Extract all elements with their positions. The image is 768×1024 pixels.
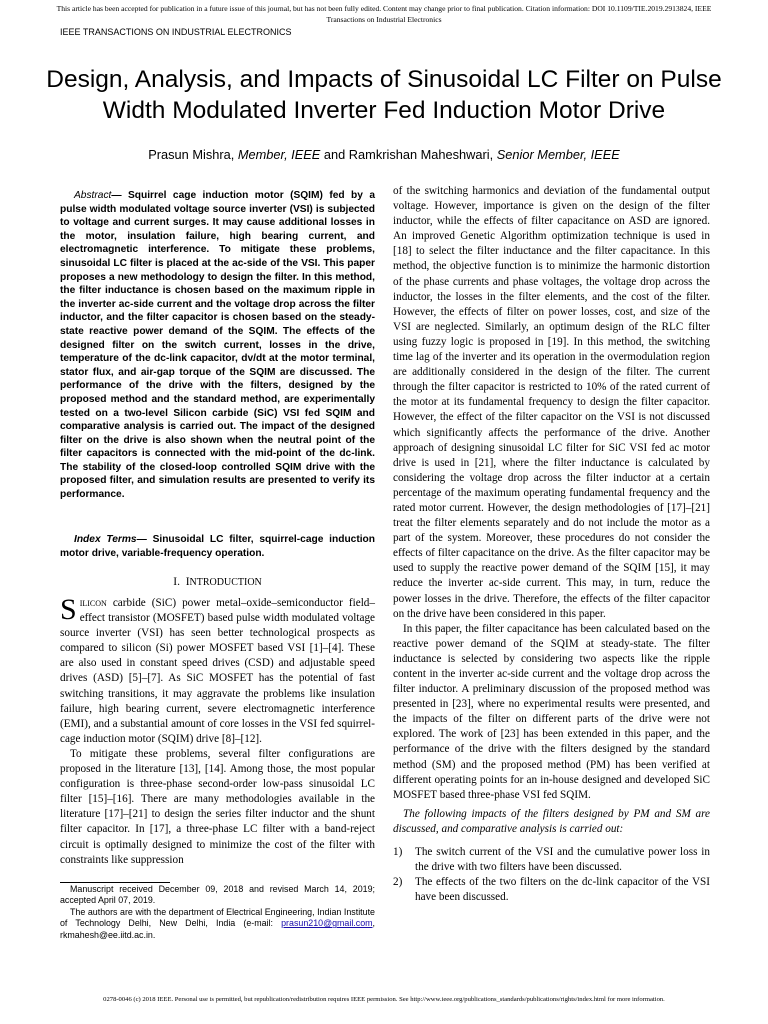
affiliation-end: , rkmahesh@ee.iitd.ac.in. [60,918,375,940]
author-1-name: Prasun Mishra, [148,147,238,162]
intro-p1-text: carbide (SiC) power metal–oxide–semiconductor field–effect transistor (MOSFET) based pulse width modulated voltage source inverter (VSI) has seen better technological prospects as compared to silicon (Si) power MOSFET based VSI [1]–[4]. These are also used in constant speed drives (CSD) and adjustable speed drives (ASD) [5]–[7]. As SiC MOSFET has the potential of fast switching transitions, it may aggravate the problems like insulation failure, high bearing current, severe electromagnetic interference (EMI), and a substantial amount of core losses in the VSI fed squirrel-cage induction motor (SQIM) drive [8]–[12]. [60,597,375,745]
list-item [393,875,710,905]
section-number: I. [173,576,180,588]
right-paragraph-3: The following impacts of the filters designed by PM and SM are discussed, and comparative analysis is carried out: [393,807,710,835]
footnote-manuscript: Manuscript received December 09, 2018 and revised March 14, 2019; accepted April 07, 2019. [60,884,375,906]
right-column [393,184,710,905]
author-line [40,147,728,162]
list-item-number: 2) [393,876,403,889]
drop-cap: S [60,593,77,626]
index-terms-text: — Sinusoidal LC filter, squirrel-cage induction motor drive, variable-frequency operation. [60,534,376,559]
author-conjunction: and Ramkrishan Maheshwari, [320,147,497,162]
intro-paragraph-2: To mitigate these problems, several filter configurations are proposed in the literature [13], [14]. Among those, the most popular configuration is three-phase second-order low-pass sinusoidal LC filter [15]–[16]. There are many methodologies available in the literature [17]–[21] to design the series filter inductor and the shunt filter capacitor. In [17], a three-phase LC filter with a band-reject circuit is optimally designed to minimize the cost of the filter with constraints like suppression [60,747,375,866]
footnote-affiliation [60,907,375,941]
abstract [60,189,375,502]
right-paragraph-2: In this paper, the filter capacitance has been calculated based on the reactive power demand of the SQIM at steady-state. The filter inductance is selected by considering two aspects like the ripple content in the inverter ac-side current and the voltage drop across the filter inductor. A preliminary discussion of the proposed method was presented in [23], where no experimental results were presented, and the impacts of the filter on different parts of the drive were not explored. The work of [23] has been extended in this paper, and the performance of the drive with the filters designed by the standard method (SM) and the proposed method (PM) has been verified at different operating points for an in-house designed and developed SiC MOSFET based three-phase VSI fed SQIM. [393,622,710,801]
author-1-role: Member, IEEE [237,147,321,162]
publication-notice [0,3,768,25]
list-item-text: The effects of the two filters on the dc-link capacitor of the VSI have been discussed. [415,876,710,904]
section-heading [60,576,375,588]
index-terms-label: Index Terms [74,534,137,545]
introduction-body [60,593,375,868]
paper-title: Design, Analysis, and Impacts of Sinusoidal LC Filter on Pulse Width Modulated Inverter Fed Induction Motor Drive [46,66,722,124]
list-item-number: 1) [393,846,403,859]
notice-line-2: Transactions on Industrial Electronics [326,15,442,24]
section-title-initial: I [185,576,190,588]
intro-smallcaps: ilicon [79,597,107,609]
list-item-text: The switch current of the VSI and the cumulative power loss in the drive with two filters have been discussed. [415,846,710,874]
intro-paragraph-1 [60,593,375,747]
affiliation-text: The authors are with the department of Electrical Engineering, Indian Institute of Technology Delhi, New Delhi, India (e-mail: [60,906,375,929]
footnote [60,884,375,941]
author-2-role: Senior Member, IEEE [496,147,620,162]
impacts-list [393,845,710,905]
email-link[interactable]: prasun210@gmail.com [281,918,373,929]
abstract-label: Abstract [74,190,112,201]
section-title-rest: NTRODUCTION [189,577,262,588]
notice-line-1: This article has been accepted for publication in a future issue of this journal, but has not been fully edited. Content may change prior to final publication. Citation information: DOI 10.1109/TIE.2019.2913824, IEEE [56,4,712,13]
copyright-notice: 0278-0046 (c) 2018 IEEE. Personal use is permitted, but republication/redistribution requires IEEE permission. See http://www.ieee.org/publications_standards/publications/rights/index.html for more information. [103,996,665,1003]
list-item [393,845,710,875]
journal-name: IEEE TRANSACTIONS ON INDUSTRIAL ELECTRONICS [60,27,292,37]
abstract-text: — Squirrel cage induction motor (SQIM) fed by a pulse width modulated voltage source inverter (VSI) is subjected to voltage and current surges. It may cause additional losses in the motor, insulation failure, high bearing current, and electromagnetic interference. To mitigate these problems, sinusoidal LC filter is placed at the ac-side of the VSI. This paper proposes a new methodology to design the filter. In this method, the filter inductance is chosen based on the maximum ripple in the inverter ac-side current and the voltage drop across the filter inductor, and the filter capacitor is chosen based on the steady-state reactive power demand of the SQIM. The effects of the designed filter on the switch current, losses in the drive, temperature of the dc-link capacitor, dv/dt at the motor terminal, stator flux, and air-gap torque of the SQIM are discussed. The performance of the drive with the filters, designed by the proposed method and the standard method, are experimentally tested on a two-level Silicon carbide (SiC) VSI fed SQIM and comparative analysis is carried out. The impact of the designed filter on the drive is also shown when the neutral point of the filter capacitors is connected with the mid-point of the dc-link. The stability of the closed-loop controlled SQIM drive with the proposed filter, and simulation results are presented to verify its performance. [60,190,375,501]
right-paragraph-1: of the switching harmonics and deviation of the fundamental output voltage. However, importance is given on the design of the filter inductor, while the effects of filter capacitance on ASD are ignored. An improved Genetic Algorithm optimization technique is used in [18] to select the filter inductance and the filter capacitance. In this method, the objective function is to minimize the harmonic distortion of the phase currents and phase voltages, the voltage drop across the inductor, the losses in the filter elements, and the cost of the filter. However, the effects of filter on power losses, cost, and size of the VSI are neglected. Similarly, an optimum design of the RLC filter using fuzzy logic is proposed in [19]. In this method, the switching time lag of the inverter and its operation in the overmodulation region are additionally considered in the design of the filter. The current through the filter capacitor is restricted to 10% of the rated current of the motor at its fundamental frequency to design the filter capacitor. However, the effect of the filter capacitor on the VSI is not discussed which significantly affects the performance of the drive. Another approach of designing sinusoidal LC filter for SiC VSI fed ac motor drive is used in [21], where the filter inductance is calculated by considering the voltage drop across the filter inductor at a certain percentage of the maximum operating fundamental frequency and the rated motor current. However, the design methodologies of [17]–[21] treat the filter elements separately and do not include the motor as a part of the system. Moreover, these procedures do not consider the effects of filter capacitance on the drive. As the filter capacitor may be used to supply the reactive power demand of the SQIM [15], it may reduce the inverter ac-side current. This may, in turn, reduce the power losses in the drive. Therefore, the effects of the filter capacitor on the drive have been considered in this paper. [393,185,710,620]
footnote-divider [60,882,170,883]
index-terms [60,533,375,560]
